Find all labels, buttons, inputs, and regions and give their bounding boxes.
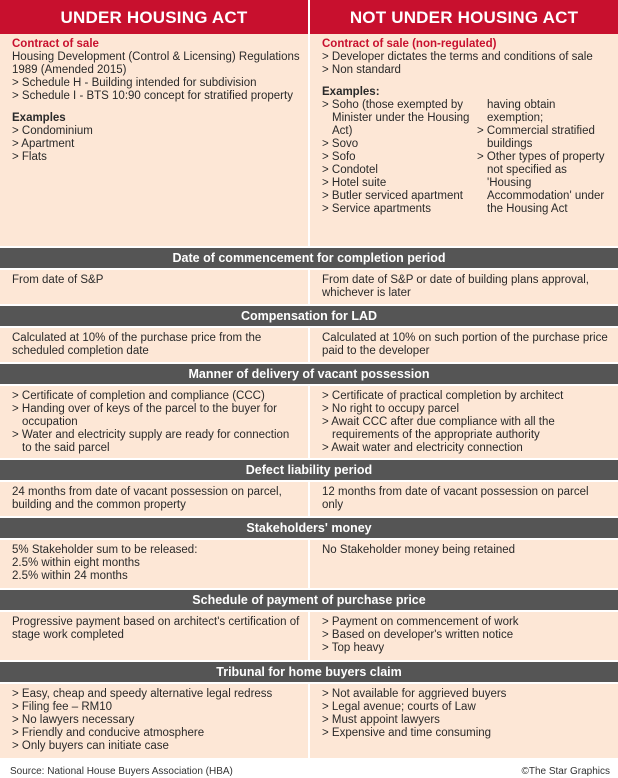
- contract-row: [0, 34, 618, 246]
- list-item: > Only buyers can initiate case: [12, 740, 169, 752]
- right-cell: [308, 540, 618, 588]
- list-item: > Other types of property not specified as 'Housing Accommodation' under the Housing Act: [477, 151, 605, 215]
- section-row-lad: [0, 328, 618, 362]
- right-cell: [308, 386, 618, 458]
- section-row-vacant-possession: [0, 386, 618, 458]
- cell-text: Progressive payment based on architect's certification of stage work completed: [12, 616, 300, 641]
- section-title-vacant-possession: Manner of delivery of vacant possession: [0, 362, 618, 386]
- cell-text: Calculated at 10% of the purchase price from the scheduled completion date: [12, 332, 262, 357]
- contract-right-title: Contract of sale (non-regulated): [322, 38, 497, 50]
- table-header: [0, 0, 618, 34]
- examples-column-1: [322, 99, 477, 216]
- cell-text: No Stakeholder money being retained: [322, 544, 516, 556]
- right-cell: [308, 270, 618, 304]
- list-item: > Apartment: [12, 138, 75, 150]
- list-item: > No right to occupy parcel: [322, 403, 460, 415]
- list-item-continuation: having obtain exemption;: [487, 99, 556, 124]
- left-cell: [0, 540, 308, 588]
- header-under-housing-act: UNDER HOUSING ACT: [60, 7, 248, 27]
- list-item: > Top heavy: [322, 642, 385, 654]
- cell-text: Calculated at 10% on such portion of the purchase price paid to the developer: [322, 332, 608, 357]
- left-cell: [0, 684, 308, 758]
- left-cell: [0, 386, 308, 458]
- cell-text: 5% Stakeholder sum to be released:: [12, 544, 198, 556]
- cell-text: 2.5% within 24 months: [12, 570, 128, 582]
- section-row-payment-schedule: [0, 612, 618, 660]
- contract-right-examples: [322, 99, 610, 216]
- section-row-defect-liability: [0, 482, 618, 516]
- list-item: > Must appoint lawyers: [322, 714, 440, 726]
- list-item: > Condominium: [12, 125, 93, 137]
- cell-text: From date of S&P: [12, 274, 104, 286]
- left-cell: [0, 482, 308, 516]
- section-title-lad: Compensation for LAD: [0, 304, 618, 328]
- list-item: > Commercial stratified buildings: [477, 125, 595, 150]
- left-cell: [0, 612, 308, 660]
- list-item: > Await CCC after due compliance with all the requirements of the appropriate authority: [322, 416, 555, 441]
- list-item: > Not available for aggrieved buyers: [322, 688, 507, 700]
- cell-text: 2.5% within eight months: [12, 557, 140, 569]
- cell-text: From date of S&P or date of building plans approval, whichever is later: [322, 274, 590, 299]
- section-row-tribunal: [0, 684, 618, 758]
- list-item: > Hotel suite: [322, 177, 387, 189]
- list-item: > Handing over of keys of the parcel to the buyer for occupation: [12, 403, 277, 428]
- list-item: > Certificate of practical completion by architect: [322, 390, 564, 402]
- left-cell: [0, 328, 308, 362]
- section-title-payment-schedule: Schedule of payment of purchase price: [0, 588, 618, 612]
- list-item: > Friendly and conducive atmosphere: [12, 727, 205, 739]
- list-item: > Flats: [12, 151, 47, 163]
- list-item: > Butler serviced apartment: [322, 190, 463, 202]
- list-item: > Certificate of completion and compliance (CCC): [12, 390, 265, 402]
- examples-column-2: [477, 99, 610, 216]
- list-item: > Schedule H - Building intended for subdivision: [12, 77, 257, 89]
- credit-note: ©The Star Graphics: [521, 766, 610, 777]
- section-title-defect-liability: Defect liability period: [0, 458, 618, 482]
- list-item: > Filing fee – RM10: [12, 701, 113, 713]
- source-note: Source: National House Buyers Association (HBA): [10, 766, 233, 777]
- contract-left-items: [12, 77, 300, 103]
- list-item: > Expensive and time consuming: [322, 727, 492, 739]
- section-row-commencement: [0, 270, 618, 304]
- list-item: > Developer dictates the terms and conditions of sale: [322, 51, 593, 63]
- section-title-stakeholders: Stakeholders' money: [0, 516, 618, 540]
- list-item: > Non standard: [322, 64, 401, 76]
- header-not-under-housing-act: NOT UNDER HOUSING ACT: [308, 0, 618, 34]
- right-cell: [308, 684, 618, 758]
- list-item: > Soho (those exempted by Minister under the Housing Act): [322, 99, 470, 137]
- section-title-commencement: Date of commencement for completion period: [0, 246, 618, 270]
- right-cell: [308, 612, 618, 660]
- contract-left-intro: Housing Development (Control & Licensing) Regulations 1989 (Amended 2015): [12, 51, 300, 76]
- list-item: > Water and electricity supply are ready for connection to the said parcel: [12, 429, 290, 454]
- list-item: > Payment on commencement of work: [322, 616, 519, 628]
- contract-left-cell: [0, 34, 308, 246]
- footer: [0, 758, 618, 778]
- cell-text: 12 months from date of vacant possession on parcel only: [322, 486, 589, 511]
- right-cell: [308, 328, 618, 362]
- list-item: > Service apartments: [322, 203, 431, 215]
- section-title-tribunal: Tribunal for home buyers claim: [0, 660, 618, 684]
- list-item: > Await water and electricity connection: [322, 442, 523, 454]
- cell-text: 24 months from date of vacant possession on parcel, building and the common property: [12, 486, 282, 511]
- list-item: > No lawyers necessary: [12, 714, 135, 726]
- list-item: > Sovo: [322, 138, 359, 150]
- left-cell: [0, 270, 308, 304]
- right-cell: [308, 482, 618, 516]
- list-item: > Based on developer's written notice: [322, 629, 514, 641]
- contract-right-cell: [308, 34, 618, 246]
- list-item: > Legal avenue; courts of Law: [322, 701, 476, 713]
- list-item: > Sofo: [322, 151, 356, 163]
- list-item: > Schedule I - BTS 10:90 concept for stratified property: [12, 90, 293, 102]
- contract-left-examples-title: Examples: [12, 112, 66, 124]
- section-row-stakeholders: [0, 540, 618, 588]
- list-item: > Condotel: [322, 164, 378, 176]
- contract-right-examples-title: Examples:: [322, 86, 380, 98]
- contract-left-title: Contract of sale: [12, 38, 99, 50]
- list-item: > Easy, cheap and speedy alternative legal redress: [12, 688, 273, 700]
